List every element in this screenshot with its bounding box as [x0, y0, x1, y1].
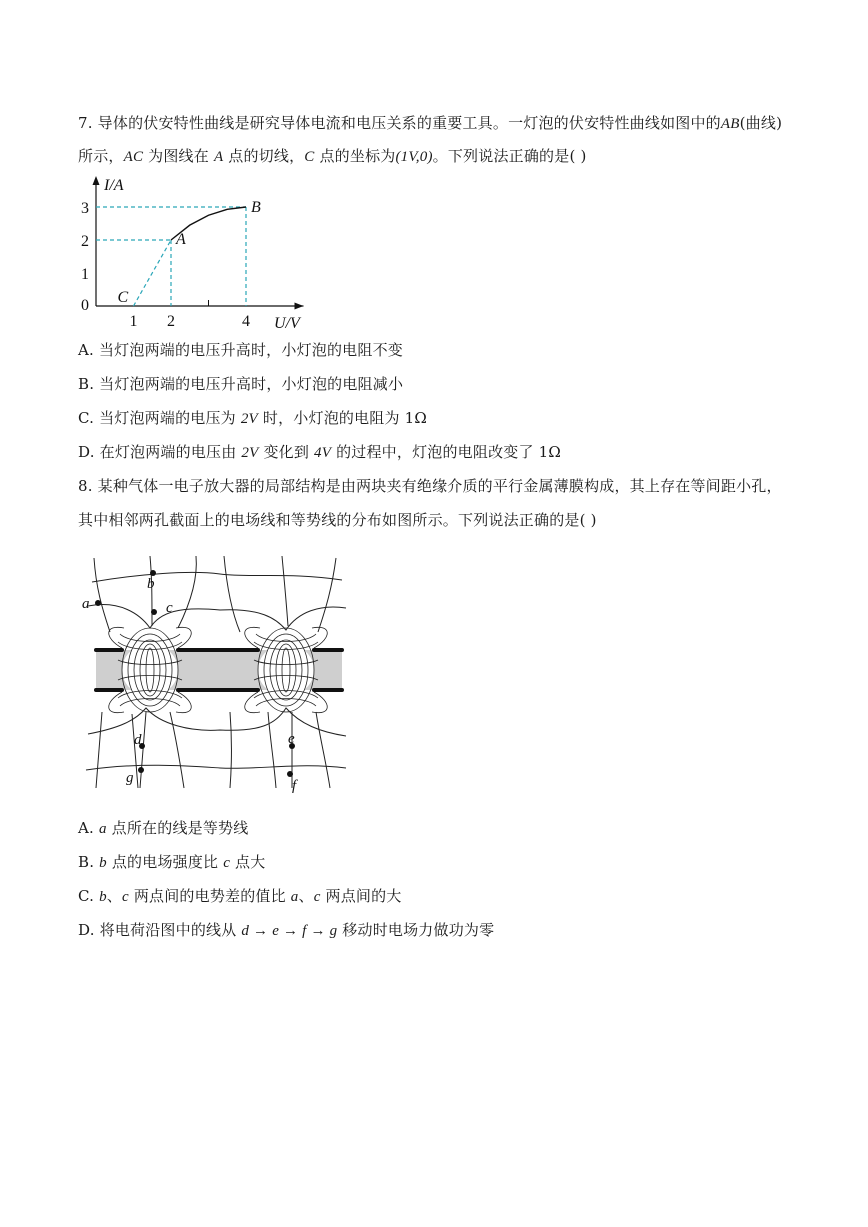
option-math: c	[122, 889, 129, 905]
equipotential-line	[92, 572, 342, 582]
point-c-label: c	[166, 600, 173, 616]
q7-stem-text: 点的切线，	[223, 147, 305, 165]
option-text: 变化到	[258, 443, 315, 461]
y-axis-label: I/A	[104, 177, 124, 194]
field-line	[318, 558, 336, 632]
option-text: C. 当灯泡两端的电压为	[78, 409, 241, 427]
point-e-label: e	[288, 731, 295, 747]
field-line	[268, 712, 276, 788]
q7-stem-text: 为图线在	[143, 147, 214, 165]
option-math: b	[99, 855, 107, 871]
point-b-label: b	[147, 576, 155, 592]
point-a-label: A	[176, 231, 186, 248]
option-text: 两点间的电势差的值比	[128, 887, 291, 905]
option-text: D. 在灯泡两端的电压由	[78, 443, 242, 461]
option-text: B.	[78, 853, 100, 871]
field-line	[224, 556, 240, 632]
point-f-label: f	[292, 778, 297, 794]
option-text: D. 将电荷沿图中的线从	[78, 921, 242, 939]
x-axis-label: U/V	[274, 315, 300, 332]
y-axis-arrow	[93, 176, 100, 185]
q7-stem-text: 所示，	[78, 147, 124, 165]
field-line	[140, 712, 146, 788]
q7-option-b[interactable]	[78, 374, 403, 394]
q7-option-c[interactable]	[78, 408, 427, 429]
point-g-label: g	[126, 770, 134, 786]
option-math: 2V	[240, 411, 258, 427]
point-c-marker	[151, 609, 157, 615]
iu-graph	[78, 172, 318, 332]
point-f-marker	[287, 771, 293, 777]
option-text: B. 当灯泡两端的电压升高时，小灯泡的电阻减小	[78, 375, 404, 393]
q8-stem-text: 其中相邻两孔截面上的电场线和等势线的分布如图所示。下列说法正确的是( )	[78, 511, 597, 529]
x-tick-label: 4	[242, 313, 250, 330]
q7-option-a[interactable]	[78, 340, 403, 360]
q8-stem-line1	[78, 476, 782, 496]
q7-coordinate: (1V,0)	[395, 149, 433, 165]
option-math: b	[99, 889, 107, 905]
option-text: 、	[106, 887, 122, 905]
option-text: 点大	[230, 853, 266, 871]
q8-stem-line2	[78, 510, 597, 530]
y-tick-label: 1	[81, 266, 89, 283]
y-tick-label: 0	[81, 297, 89, 314]
equipotential-line	[88, 605, 346, 630]
field-line	[96, 712, 102, 788]
equipotential-line	[86, 765, 346, 770]
x-tick-label: 2	[167, 313, 175, 330]
q8-option-d[interactable]	[78, 920, 494, 941]
q7-curve-label: AB	[720, 116, 740, 132]
field-line	[94, 558, 110, 632]
point-b-label: B	[251, 199, 261, 216]
q7-stem-text: 。下列说法正确的是( )	[432, 147, 587, 165]
option-text: C.	[78, 887, 100, 905]
option-math: d → e → f → g	[241, 923, 338, 939]
q7-option-d[interactable]	[78, 442, 561, 463]
option-math: c	[313, 889, 321, 905]
x-tick-label: 1	[129, 313, 138, 330]
option-math: 2V	[241, 445, 259, 461]
field-line	[178, 556, 196, 628]
option-text: 两点间的大	[320, 887, 402, 905]
equipotential-line	[88, 708, 346, 736]
point-a-label: a	[82, 596, 90, 612]
q8-option-a[interactable]	[78, 818, 248, 839]
option-text: 点的电场强度比	[106, 853, 224, 871]
field-line	[170, 712, 184, 788]
option-text: 的过程中，灯泡的电阻改变了 1Ω	[331, 443, 562, 461]
q7-stem-line1	[78, 113, 782, 134]
point-g-marker	[138, 767, 144, 773]
option-text: 点所在的线是等势线	[106, 819, 249, 837]
point-d-label: d	[134, 732, 142, 748]
field-line	[230, 712, 232, 788]
point-a-marker	[95, 600, 101, 606]
q7-stem-text: 7. 导体的伏安特性曲线是研究导体电流和电压关系的重要工具。一灯泡的伏安特性曲线如图中的	[78, 114, 721, 132]
y-tick-label: 3	[81, 200, 89, 217]
point-c-label: C	[117, 289, 129, 306]
tangent-line-ac	[134, 240, 172, 306]
option-text: A.	[78, 819, 99, 837]
option-text: 、	[298, 887, 314, 905]
option-text: 移动时电场力做功为零	[337, 921, 495, 939]
q8-option-c[interactable]	[78, 886, 402, 907]
option-math: a	[290, 889, 299, 905]
q8-stem-text: 8. 某种气体一电子放大器的局部结构是由两块夹有绝缘介质的平行金属薄膜构成，其上存在等间距小孔，	[78, 477, 782, 495]
field-line	[282, 556, 288, 626]
q7-stem-text: 点的坐标为	[314, 147, 396, 165]
q8-option-b[interactable]	[78, 852, 265, 873]
q7-stem-text-end: (曲线)	[739, 114, 783, 132]
hole-left	[122, 644, 178, 696]
field-line	[316, 712, 330, 788]
electric-field-figure	[80, 548, 352, 796]
option-text: A. 当灯泡两端的电压升高时，小灯泡的电阻不变	[78, 341, 403, 359]
q7-stem-line2	[78, 146, 587, 167]
y-tick-label: 2	[81, 233, 89, 250]
q7-point-c-label: C	[304, 149, 315, 165]
q7-point-a-label: A	[213, 149, 224, 165]
option-math: a	[98, 821, 107, 837]
q7-tangent-label: AC	[123, 149, 144, 165]
option-text: 时，小灯泡的电阻为 1Ω	[257, 409, 428, 427]
hole-right	[258, 644, 314, 696]
x-axis-arrow	[295, 303, 304, 310]
option-math: c	[223, 855, 231, 871]
option-math: 4V	[314, 445, 332, 461]
